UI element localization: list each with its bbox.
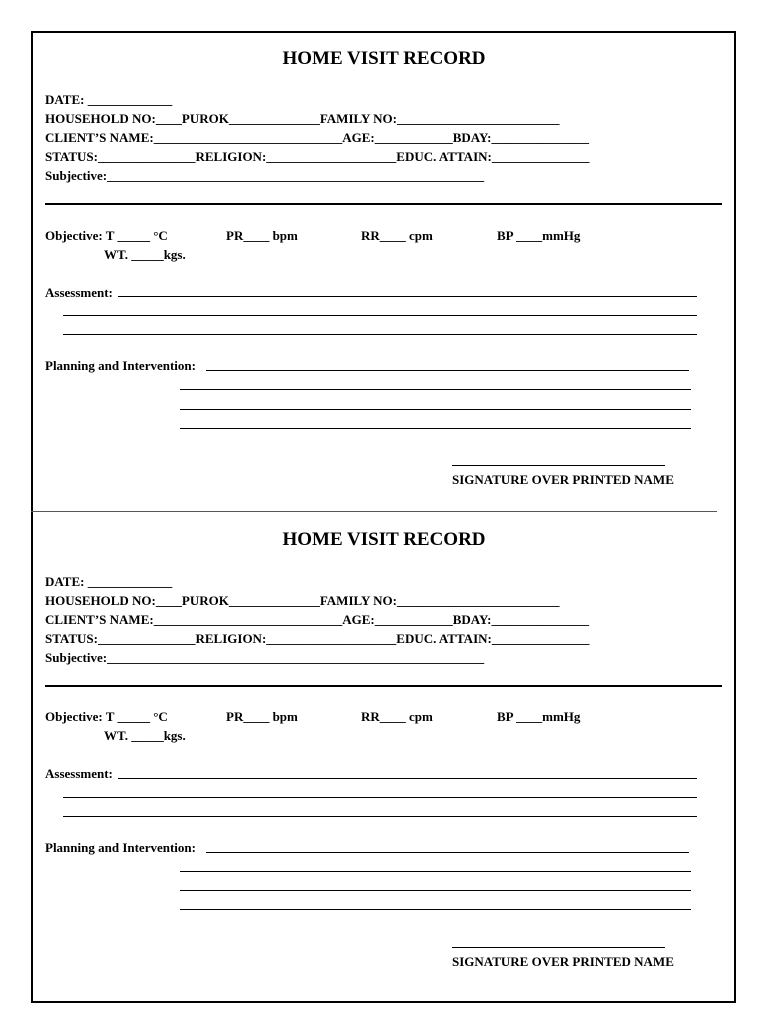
planning-line[interactable] [180, 909, 691, 910]
objective-temperature-field[interactable]: Objective: T _____ °C [45, 228, 168, 243]
date-field[interactable]: DATE: _____________ [45, 574, 173, 589]
signature-line[interactable] [452, 465, 665, 466]
assessment-label: Assessment: [45, 766, 113, 781]
objective-blood-pressure-field[interactable]: BP ____mmHg [497, 709, 581, 724]
date-field[interactable]: DATE: _____________ [45, 92, 173, 107]
client-age-bday-field[interactable]: CLIENT’S NAME:_____________________________AGE:____________BDAY:_______________ [45, 130, 589, 145]
objective-pulse-field[interactable]: PR____ bpm [226, 709, 298, 724]
objective-respiration-field[interactable]: RR____ cpm [361, 709, 433, 724]
planning-label: Planning and Intervention: [45, 358, 196, 373]
assessment-line[interactable] [118, 778, 697, 779]
record-separator [31, 511, 717, 512]
household-family-field[interactable]: HOUSEHOLD NO:____PUROK______________FAMILY NO:_________________________ [45, 593, 560, 608]
assessment-line[interactable] [63, 315, 697, 316]
signature-label: SIGNATURE OVER PRINTED NAME [452, 472, 674, 487]
planning-label: Planning and Intervention: [45, 840, 196, 855]
objective-temperature-field[interactable]: Objective: T _____ °C [45, 709, 168, 724]
household-family-field[interactable]: HOUSEHOLD NO:____PUROK______________FAMILY NO:_________________________ [45, 111, 560, 126]
planning-line[interactable] [180, 890, 691, 891]
signature-label: SIGNATURE OVER PRINTED NAME [452, 954, 674, 969]
status-religion-educ-field[interactable]: STATUS:_______________RELIGION:____________________EDUC. ATTAIN:_______________ [45, 631, 590, 646]
planning-line[interactable] [206, 852, 689, 853]
objective-weight-field[interactable]: WT. _____kgs. [104, 728, 186, 743]
client-age-bday-field[interactable]: CLIENT’S NAME:_____________________________AGE:____________BDAY:_______________ [45, 612, 589, 627]
planning-line[interactable] [180, 428, 691, 429]
objective-respiration-field[interactable]: RR____ cpm [361, 228, 433, 243]
planning-line[interactable] [180, 871, 691, 872]
planning-line[interactable] [206, 370, 689, 371]
subjective-field[interactable]: Subjective:__________________________________________________________ [45, 168, 485, 183]
objective-pulse-field[interactable]: PR____ bpm [226, 228, 298, 243]
status-religion-educ-field[interactable]: STATUS:_______________RELIGION:____________________EDUC. ATTAIN:_______________ [45, 149, 590, 164]
assessment-line[interactable] [63, 334, 697, 335]
assessment-label: Assessment: [45, 285, 113, 300]
planning-line[interactable] [180, 409, 691, 410]
assessment-line[interactable] [63, 797, 697, 798]
planning-line[interactable] [180, 389, 691, 390]
record-title: HOME VISIT RECORD [282, 48, 486, 69]
objective-blood-pressure-field[interactable]: BP ____mmHg [497, 228, 581, 243]
record-title: HOME VISIT RECORD [282, 529, 486, 550]
section-divider [45, 203, 722, 205]
section-divider [45, 685, 722, 687]
assessment-line[interactable] [118, 296, 697, 297]
objective-weight-field[interactable]: WT. _____kgs. [104, 247, 186, 262]
signature-line[interactable] [452, 947, 665, 948]
subjective-field[interactable]: Subjective:__________________________________________________________ [45, 650, 485, 665]
assessment-line[interactable] [63, 816, 697, 817]
